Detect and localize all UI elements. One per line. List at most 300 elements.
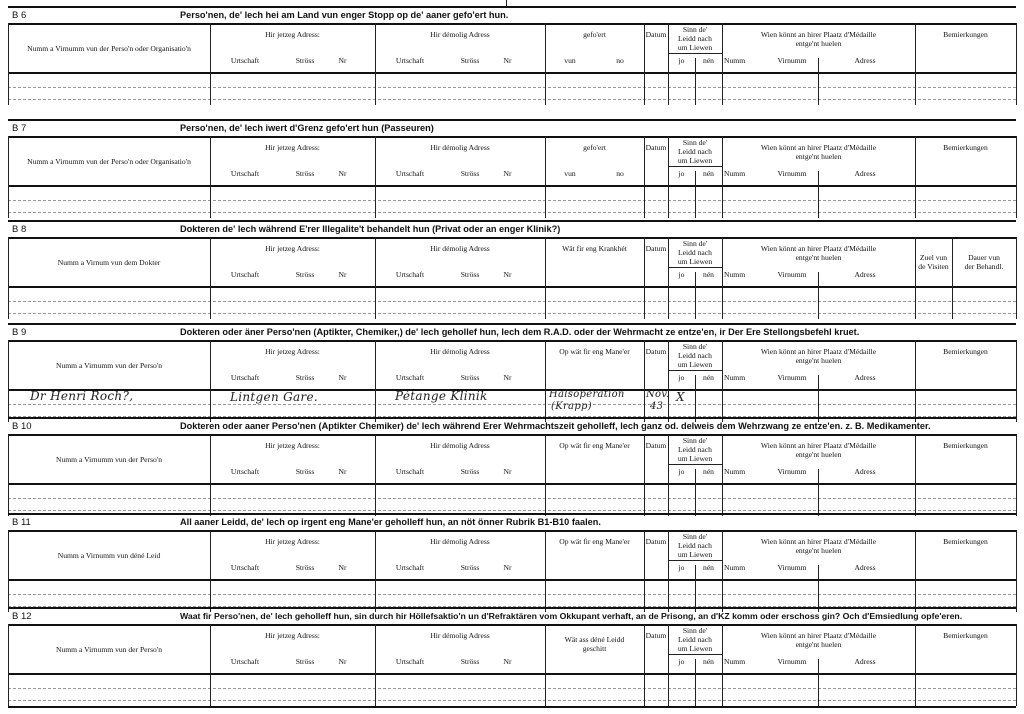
entry-field-sinn[interactable] [668,498,722,510]
entry-field-third[interactable] [545,185,644,200]
street-label: Ströss [460,56,480,65]
entry-field-last[interactable] [915,688,1016,700]
header-bottom-rule [8,624,1016,626]
entry-field-name[interactable] [8,498,210,510]
current-address-label: Hir jetzeg Adress: [265,30,320,39]
firstname-label: Virnumm [777,169,807,178]
no-label: nén [703,657,714,666]
entry-field-third[interactable] [545,579,644,594]
alive-question-line1: Sinn de' [682,138,708,147]
section-code: B 7 [12,123,27,134]
firstname-label: Virnumm [777,270,807,279]
section-b12 [0,607,1024,706]
locality-label: Urtschaft [395,467,425,476]
section-code: B 12 [12,611,32,622]
entry-field-last[interactable] [915,212,1016,218]
transport-label: gefo'ert [583,143,606,152]
method-label: Op wät fir eng Mane'er [559,537,630,546]
entry-field-last[interactable] [915,389,1016,404]
entry-field-wien[interactable] [722,483,915,498]
from-label: vun [564,56,576,65]
entry-field-last[interactable] [915,594,1016,606]
method-label: Op wät fir eng Mane'er [559,347,630,356]
entry-field-cur[interactable] [210,498,375,510]
entry-field-sinn[interactable] [668,313,722,319]
number-label: Nr [503,373,512,382]
entry-field-cur[interactable] [210,99,375,105]
date-label: Datum [645,30,667,39]
yes-label: jo [678,563,685,572]
entry-field-datum[interactable] [644,483,668,498]
address-label: Adress [854,270,876,279]
entry-field-third[interactable] [545,483,644,498]
section-b11 [0,513,1024,612]
number-label: Nr [338,467,347,476]
current-address-label: Hir jetzeg Adress: [265,537,320,546]
no-label: nén [703,169,714,178]
entry-field-form[interactable] [375,579,545,594]
section-b7 [0,119,1024,218]
former-address-label: Hir démolig Adress [430,631,490,640]
address-label: Adress [854,563,876,572]
section-title: Dokteren de' lech während E'rer Illegalite't behandelt hun (Privat oder an enger Klinik?) [180,224,561,234]
entry-field-last[interactable] [915,200,1016,212]
entry-field-cur[interactable] [210,301,375,313]
entry-field-cur[interactable] [210,688,375,700]
entry-field-name[interactable] [8,579,210,594]
entry-field-third[interactable] [545,673,644,688]
entry-field-last[interactable] [915,498,1016,510]
locality-label: Urtschaft [230,657,260,666]
number-label: Nr [338,56,347,65]
alive-subheader-rule [668,53,722,54]
no-label: nén [703,563,714,572]
entry-field-form[interactable] [375,498,545,510]
entry-field-third[interactable] [545,212,644,218]
entry-field-sinn[interactable] [668,286,722,301]
section-code: B 6 [12,10,27,21]
name-column-label: Numm a Virnum vun dem Dokter [57,258,161,267]
entry-field-wien[interactable] [722,404,915,416]
medal-recipient-label-line2: entge'nt huelen [795,253,842,262]
section-code: B 10 [12,421,32,432]
address-label: Adress [854,373,876,382]
entry-field-third[interactable] [545,301,644,313]
street-label: Ströss [295,657,315,666]
former-address-label: Hir démolig Adress [430,143,490,152]
entry-field-form[interactable] [375,688,545,700]
surname-label: Numm [724,467,746,476]
transport-label: gefo'ert [583,30,606,39]
alive-question-line3: um Liewen [677,156,713,165]
entry-field-datum[interactable] [644,200,668,212]
entry-field-last[interactable] [915,579,1016,594]
alive-question-line3: um Liewen [677,43,713,52]
number-label: Nr [503,56,512,65]
medal-recipient-label-line2: entge'nt huelen [795,152,842,161]
alive-subheader-rule [668,654,722,655]
entry-field-cur[interactable] [210,286,375,301]
firstname-label: Virnumm [777,467,807,476]
entry-field-last[interactable] [915,301,1016,313]
entry-field-sinn[interactable] [668,688,722,700]
duration-label-line2: der Behandl. [964,262,1004,271]
entry-field-wien[interactable] [722,212,915,218]
section-title: All aaner Leidd, de' lech op irgent eng Mane'er geholleff hun, an nöt önner Rubrik B1-B10 faalen. [180,517,601,527]
entry-field-wien[interactable] [722,200,915,212]
right-border [1016,530,1017,612]
entry-field-last[interactable] [915,286,1016,301]
name-column-label: Numm a Virnumm vun der Perso'n [55,645,163,654]
entry-field-datum[interactable] [644,594,668,606]
entry-field-datum[interactable] [644,688,668,700]
alive-question-line1: Sinn de' [682,25,708,34]
street-label: Ströss [295,56,315,65]
yes-label: jo [678,169,685,178]
remarks-label: Bemierkungen [943,347,988,356]
entry-field-cur[interactable] [210,313,375,319]
handwritten-current-address: Lintgen Gare. [230,390,318,404]
entry-field-wien[interactable] [722,579,915,594]
entry-field-datum[interactable] [644,301,668,313]
entry-field-name[interactable] [8,594,210,606]
alive-question-line2: Leidd nach [678,351,712,360]
medal-recipient-label-line1: Wien könnt an hirer Plaatz d'Médaille [760,30,877,39]
entry-field-sinn[interactable] [668,594,722,606]
entry-field-name[interactable] [8,185,210,200]
entry-field-third[interactable] [545,99,644,105]
entry-field-sinn[interactable] [668,99,722,105]
entry-field-datum[interactable] [644,286,668,301]
street-label: Ströss [460,563,480,572]
section-top-rule [8,119,1016,121]
entry-field-name[interactable] [8,404,210,416]
handwritten-date-line2: 43 [650,401,664,412]
alive-subheader-rule [668,370,722,371]
no-label: nén [703,373,714,382]
entry-field-last[interactable] [915,313,1016,319]
entry-field-last[interactable] [915,483,1016,498]
entry-field-wien[interactable] [722,389,915,404]
entry-field-wien[interactable] [722,673,915,688]
former-address-label: Hir démolig Adress [430,441,490,450]
entry-field-sinn[interactable] [668,301,722,313]
current-address-label: Hir jetzeg Adress: [265,244,320,253]
header-bottom-rule [8,23,1016,25]
no-label: nén [703,270,714,279]
number-label: Nr [503,169,512,178]
medal-recipient-label-line1: Wien könnt an hirer Plaatz d'Médaille [760,347,877,356]
surname-label: Numm [724,373,746,382]
locality-label: Urtschaft [230,56,260,65]
from-label: vun [564,169,576,178]
entry-field-third[interactable] [545,72,644,87]
former-address-label: Hir démolig Adress [430,30,490,39]
entry-field-form[interactable] [375,594,545,606]
alive-question-line3: um Liewen [677,644,713,653]
entry-field-form[interactable] [375,301,545,313]
entry-field-datum[interactable] [644,579,668,594]
current-address-label: Hir jetzeg Adress: [265,143,320,152]
right-border [1016,624,1017,706]
method-label: Wät fir eng Krankhét [562,244,627,253]
medal-recipient-label-line2: entge'nt huelen [795,356,842,365]
entry-field-name[interactable] [8,286,210,301]
alive-question-line3: um Liewen [677,257,713,266]
number-label: Nr [338,373,347,382]
entry-field-sinn[interactable] [668,185,722,200]
alive-question-line1: Sinn de' [682,436,708,445]
medal-recipient-label-line2: entge'nt huelen [795,450,842,459]
entry-field-form[interactable] [375,483,545,498]
section-title: Waat fir Perso'nen, de' lech geholleff hun, sin durch hir Höllefsaktio'n un d'Refraktären vom Okkupant verhaft, an de Prisong, an d'KZ komm oder erschoss gin? Och d'Emsiedlung opfe'eren. [180,611,963,621]
entry-field-last[interactable] [915,99,1016,105]
entry-field-last[interactable] [915,673,1016,688]
current-address-label: Hir jetzeg Adress: [265,347,320,356]
street-label: Ströss [460,373,480,382]
number-label: Nr [503,657,512,666]
right-border [1016,237,1017,319]
entry-field-datum[interactable] [644,313,668,319]
number-label: Nr [503,563,512,572]
former-address-label: Hir démolig Adress [430,244,490,253]
alive-question-line1: Sinn de' [682,532,708,541]
entry-field-sinn[interactable] [668,72,722,87]
entry-field-name[interactable] [8,72,210,87]
entry-field-datum[interactable] [644,99,668,105]
alive-question-line3: um Liewen [677,550,713,559]
address-label: Adress [854,169,876,178]
entry-field-name[interactable] [8,673,210,688]
entry-field-sinn[interactable] [668,483,722,498]
section-top-rule [8,6,1016,8]
entry-field-form[interactable] [375,673,545,688]
entry-field-name[interactable] [8,301,210,313]
entry-field-third[interactable] [545,313,644,319]
entry-field-wien[interactable] [722,301,915,313]
entry-field-form[interactable] [375,200,545,212]
section-code: B 11 [12,517,31,528]
remarks-label: Bemierkungen [943,537,988,546]
header-bottom-rule [8,340,1016,342]
header-bottom-rule [8,530,1016,532]
entry-field-cur[interactable] [210,594,375,606]
entry-field-wien[interactable] [722,286,915,301]
entry-field-cur[interactable] [210,483,375,498]
number-label: Nr [338,657,347,666]
remarks-label: Bemierkungen [943,143,988,152]
method-label: Op wät fir eng Mane'er [559,441,630,450]
section-b9 [0,323,1024,422]
medal-recipient-label-line1: Wien könnt an hirer Plaatz d'Médaille [760,537,877,546]
entry-field-form[interactable] [375,404,545,416]
entry-field-form[interactable] [375,286,545,301]
entry-field-sinn[interactable] [668,200,722,212]
entry-field-third[interactable] [545,498,644,510]
alive-question-line2: Leidd nach [678,635,712,644]
alive-question-line2: Leidd nach [678,541,712,550]
entry-field-name[interactable] [8,313,210,319]
entry-field-last[interactable] [915,72,1016,87]
entry-field-wien[interactable] [722,498,915,510]
name-column-label: Numm a Virnumm vun der Perso'n oder Organisatio'n [27,157,191,166]
number-label: Nr [338,270,347,279]
entry-field-form[interactable] [375,313,545,319]
alive-question-line3: um Liewen [677,454,713,463]
handwritten-method-line2: (Krapp) [551,401,592,412]
section-title: Dokteren oder aaner Perso'nen (Aptikter Chemiker) de' lech während Erer Wehrmachtszeit geholleff, lech ganz od. delweis dem Wehrzwang ze entze'en. z. B. Medikamenter. [180,421,931,431]
surname-label: Numm [724,563,746,572]
entry-field-sinn[interactable] [668,579,722,594]
entry-field-cur[interactable] [210,579,375,594]
address-label: Adress [854,467,876,476]
surname-label: Numm [724,56,746,65]
entry-field-datum[interactable] [644,87,668,99]
firstname-label: Virnumm [777,657,807,666]
entry-field-name[interactable] [8,212,210,218]
section-top-rule [8,417,1016,419]
section-b10 [0,417,1024,516]
entry-field-name[interactable] [8,99,210,105]
entry-field-third[interactable] [545,200,644,212]
yes-label: jo [678,467,685,476]
street-label: Ströss [295,373,315,382]
section-title: Dokteren oder äner Perso'nen (Aptikter, Chemiker,) de' lech gehollef hun, lech dem R.A.D. oder der Wehrmacht ze entze'en, ir Der Ere Stellongsbefehl kruet. [180,327,860,337]
entry-field-wien[interactable] [722,99,915,105]
alive-question-line2: Leidd nach [678,147,712,156]
medal-recipient-label-line1: Wien könnt an hirer Plaatz d'Médaille [760,631,877,640]
firstname-label: Virnumm [777,373,807,382]
entry-field-form[interactable] [375,185,545,200]
entry-field-last[interactable] [915,404,1016,416]
entry-field-datum[interactable] [644,212,668,218]
locality-label: Urtschaft [230,169,260,178]
entry-field-wien[interactable] [722,87,915,99]
locality-label: Urtschaft [230,373,260,382]
number-label: Nr [503,270,512,279]
former-address-label: Hir démolig Adress [430,537,490,546]
entry-field-cur[interactable] [210,673,375,688]
section-b6 [0,6,1024,105]
entry-field-name[interactable] [8,688,210,700]
alive-subheader-rule [668,464,722,465]
section-code: B 8 [12,224,27,235]
entry-field-wien[interactable] [722,72,915,87]
entry-field-name[interactable] [8,87,210,99]
entry-field-sinn[interactable] [668,212,722,218]
medal-recipient-label-line1: Wien könnt an hirer Plaatz d'Médaille [760,441,877,450]
current-address-label: Hir jetzeg Adress: [265,631,320,640]
entry-field-datum[interactable] [644,498,668,510]
date-label: Datum [645,537,667,546]
locality-label: Urtschaft [230,467,260,476]
remarks-label: Bemierkungen [943,441,988,450]
locality-label: Urtschaft [395,373,425,382]
entry-field-wien[interactable] [722,594,915,606]
entry-field-third[interactable] [545,594,644,606]
duration-label-line1: Dauer vun [968,253,1000,262]
street-label: Ströss [295,467,315,476]
entry-field-third[interactable] [545,87,644,99]
entry-field-name[interactable] [8,483,210,498]
entry-field-last[interactable] [915,185,1016,200]
remarks-label: Bemierkungen [943,631,988,640]
alive-question-line2: Leidd nach [678,445,712,454]
entry-field-form[interactable] [375,87,545,99]
name-column-label: Numm a Virnumm vun der Perso'n [55,455,163,464]
header-bottom-rule [8,434,1016,436]
name-column-label: Numm a Virnumm vun der Perso'n [55,361,163,370]
date-label: Datum [645,631,667,640]
entry-field-sinn[interactable] [668,87,722,99]
entry-field-cur[interactable] [210,72,375,87]
section-top-rule [8,513,1016,515]
entry-field-name[interactable] [8,200,210,212]
entry-field-third[interactable] [545,286,644,301]
street-label: Ströss [295,169,315,178]
alive-subheader-rule [668,267,722,268]
header-bottom-rule [8,136,1016,138]
entry-field-sinn[interactable] [668,673,722,688]
remarks-label: Bemierkungen [943,30,988,39]
yes-label: jo [678,270,685,279]
medal-recipient-label-line1: Wien könnt an hirer Plaatz d'Médaille [760,143,877,152]
what-happened-label: Wät ass déné Leidd geschitt [564,635,625,653]
no-label: nén [703,467,714,476]
alive-question-line3: um Liewen [677,360,713,369]
address-label: Adress [854,56,876,65]
section-b8 [0,220,1024,319]
locality-label: Urtschaft [395,169,425,178]
number-label: Nr [338,563,347,572]
current-address-label: Hir jetzeg Adress: [265,441,320,450]
street-label: Ströss [460,657,480,666]
entry-field-cur[interactable] [210,87,375,99]
medal-recipient-label-line2: entge'nt huelen [795,39,842,48]
surname-label: Numm [724,657,746,666]
handwritten-former-address: Pétange Klinik [395,389,488,403]
yes-label: jo [678,56,685,65]
entry-field-datum[interactable] [644,673,668,688]
yes-label: jo [678,657,685,666]
entry-field-form[interactable] [375,212,545,218]
entry-field-wien[interactable] [722,313,915,319]
medal-recipient-label-line2: entge'nt huelen [795,640,842,649]
entry-field-datum[interactable] [644,72,668,87]
entry-field-form[interactable] [375,99,545,105]
surname-label: Numm [724,270,746,279]
entry-field-cur[interactable] [210,212,375,218]
locality-label: Urtschaft [395,56,425,65]
entry-field-wien[interactable] [722,185,915,200]
entry-field-wien[interactable] [722,688,915,700]
entry-field-third[interactable] [545,688,644,700]
handwritten-date-line1: Nov. [646,389,670,400]
entry-field-cur[interactable] [210,185,375,200]
entry-field-cur[interactable] [210,200,375,212]
alive-question-line2: Leidd nach [678,34,712,43]
entry-field-last[interactable] [915,87,1016,99]
entry-field-datum[interactable] [644,185,668,200]
alive-subheader-rule [668,560,722,561]
date-label: Datum [645,347,667,356]
entry-field-form[interactable] [375,72,545,87]
entry-field-cur[interactable] [210,404,375,416]
entry-field-sinn[interactable] [668,404,722,416]
section-top-rule [8,607,1016,609]
form-bottom-rule [8,706,1016,708]
section-title: Perso'nen, de' lech hei am Land vun enger Stopp op de' aaner gefo'ert hun. [180,10,509,20]
